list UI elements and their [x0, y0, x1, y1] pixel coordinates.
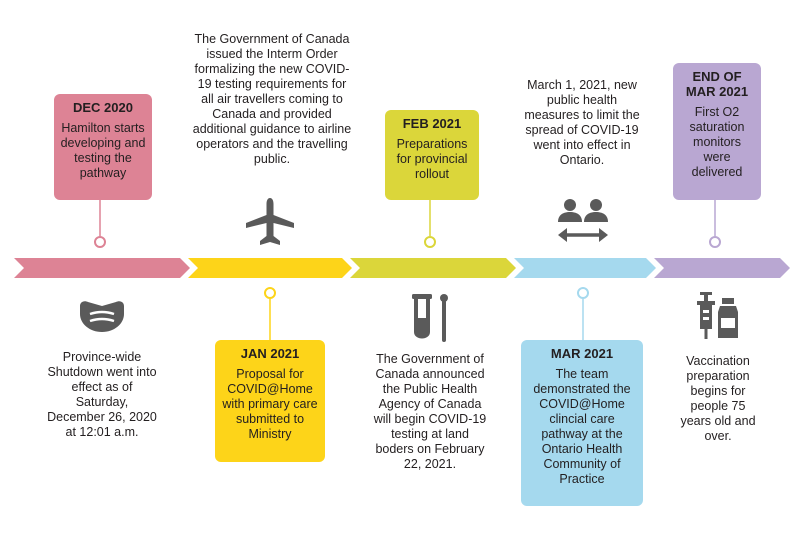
card-date: FEB 2021: [402, 116, 462, 131]
connector-dot-feb: [425, 237, 435, 247]
face-mask-icon: [76, 298, 128, 334]
timeline-segment-feb: [350, 258, 516, 278]
connector-dot-mar: [578, 288, 588, 298]
connector-dot-jan: [265, 288, 275, 298]
card-body: First O2 saturation monitors were delivered: [689, 105, 745, 179]
card-dec-2020: [54, 94, 152, 200]
syringe-vial-icon: [692, 290, 744, 340]
timeline-segment-jan: [188, 258, 352, 278]
timeline-segment-mar: [514, 258, 656, 278]
airplane-icon: [244, 196, 296, 248]
note-land-border-testing: The Government of Canada announced the Public Health Agency of Canada will begin COVID-19 testing at land boders on February 22, 2021.: [373, 352, 487, 471]
card-body: Preparations for provincial rollout: [396, 137, 468, 181]
card-end-of-mar-2021: [673, 63, 761, 200]
test-tube-icon: [410, 292, 454, 344]
note-public-health-measures: March 1, 2021, new public health measures to limit the spread of COVID-19 went into effect in Ontario.: [524, 78, 640, 167]
card-jan-2021: [215, 340, 325, 462]
card-body: Proposal for COVID@Home with primary care submitted to Ministry: [222, 367, 318, 441]
card-body: The team demonstrated the COVID@Home clincial care pathway at the Ontario Health Community of Practice: [533, 367, 631, 486]
card-date: END OF MAR 2021: [685, 69, 749, 99]
connector-dot-dec: [95, 237, 105, 247]
card-feb-2021: [385, 110, 479, 200]
note-shutdown: Province-wide Shutdown went into effect as of Saturday, December 26, 2020 at 12:01 a.m.: [47, 350, 157, 439]
timeline-segment-dec: [14, 258, 190, 278]
card-mar-2021: [521, 340, 643, 506]
card-date: DEC 2020: [73, 100, 133, 115]
social-distancing-icon: [556, 198, 610, 244]
connector-dot-end-mar: [710, 237, 720, 247]
timeline-segment-end-mar: [654, 258, 790, 278]
card-body: Hamilton starts developing and testing the pathway: [60, 121, 146, 180]
note-air-travel-order: The Government of Canada issued the Interm Order formalizing the new COVID-19 testing requirements for all air travellers coming to Canada and provided additional guidance to airline operators and the travelling public.: [192, 32, 352, 166]
note-vaccination: Vaccination preparation begins for people 75 years old and over.: [680, 354, 756, 443]
card-date: MAR 2021: [550, 346, 614, 361]
card-date: JAN 2021: [240, 346, 300, 361]
